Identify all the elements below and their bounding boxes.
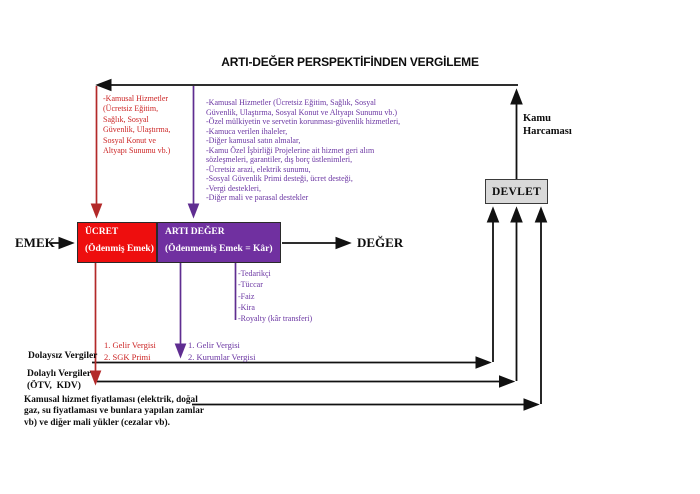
surplus-channel-item: -Tedarikçi xyxy=(238,269,271,278)
purple-transfers-line: -Diğer mali ve parasal destekler xyxy=(206,193,309,202)
page-title: ARTI-DEĞER PERSPEKTİFİNDEN VERGİLEME xyxy=(221,55,479,69)
dolayli-vergiler-label xyxy=(27,369,91,392)
wage-taxes-list xyxy=(104,340,156,363)
dolaysiz-vergiler-label: Dolaysız Vergiler xyxy=(28,351,98,361)
kamu-harcamasi-label xyxy=(523,112,572,138)
purple-transfers-line: -Ücretsiz arazi, elektrik sunumu, xyxy=(206,164,311,174)
wage-tax-item: 2. SGK Primi xyxy=(104,351,151,362)
purple-transfers-line: sözleşmeleri, garantiler, dış borç üstlenimleri, xyxy=(206,155,353,164)
purple-transfers-line: -Kamu Özel İşbirliği Projelerine ait hizmet geri alım xyxy=(206,145,375,155)
ucret-box xyxy=(77,222,157,263)
purple-transfers-line: -Diğer kamusal satın almalar, xyxy=(206,136,301,145)
surplus-channel-item: -Faiz xyxy=(238,291,255,301)
purple-transfers-line: Güvenlik, Ulaştırma, Sosyal Konut ve Altyapı Sunumu vb.) xyxy=(206,107,398,117)
wage-tax-item: 1. Gelir Vergisi xyxy=(104,340,156,350)
purple-transfers-line: -Vergi destekleri, xyxy=(206,183,261,193)
red-transfers-line: (Ücretsiz Eğitim, xyxy=(103,104,159,114)
arti-deger-box-subtitle: (Ödenmemiş Emek = Kâr) xyxy=(165,244,273,254)
arti-deger-box-title: ARTI DEĞER xyxy=(165,227,225,237)
red-transfers-line: Sosyal Konut ve xyxy=(103,135,156,145)
emek-label: EMEK xyxy=(15,235,55,250)
dolayli-vergiler-line1: Dolaylı Vergiler xyxy=(27,369,92,379)
surplus-channels-list xyxy=(238,268,312,324)
ucret-box-subtitle: (Ödenmiş Emek) xyxy=(85,244,154,254)
surplus-channel-item: -Tüccar xyxy=(238,280,263,290)
red-transfers-line: -Kamusal Hizmetler xyxy=(103,94,169,103)
surplus-taxes-list xyxy=(188,340,255,363)
purple-transfers-line: -Kamusal Hizmetler (Ücretsiz Eğitim, Sağlık, Sosyal xyxy=(206,98,376,107)
purple-transfers-line: -Sosyal Güvenlik Primi desteği, ücret desteği, xyxy=(206,174,353,183)
red-transfers-line: Güvenlik, Ulaştırma, xyxy=(103,125,171,135)
purple-transfers-line: -Kamuca verilen ihaleler, xyxy=(206,126,288,136)
kamu-harcamasi-line1: Kamu xyxy=(523,113,552,124)
kamusal-fiyatlama-label xyxy=(24,395,204,429)
red-transfers-line: Altyapı Sunumu vb.) xyxy=(103,146,171,156)
kamusal-fiyatlama-line3: vb) ve diğer mali yükler (cezalar vb). xyxy=(24,417,170,428)
purple-transfers-block xyxy=(206,98,516,203)
surplus-channel-item: -Kira xyxy=(238,302,255,312)
kamusal-fiyatlama-line1: Kamusal hizmet fiyatlaması (elektrik, doğal xyxy=(24,395,198,405)
ucret-box-title: ÜCRET xyxy=(85,227,119,237)
surplus-channel-item: -Royalty (kâr transferi) xyxy=(238,314,313,324)
purple-transfers-line: -Özel mülkiyetin ve servetin korunması-güvenlik hizmetleri, xyxy=(206,117,401,126)
surplus-tax-item: 2. Kurumlar Vergisi xyxy=(188,351,256,362)
arti-deger-box xyxy=(157,222,281,263)
surplus-tax-item: 1. Gelir Vergisi xyxy=(188,340,240,350)
dolayli-vergiler-line2: (ÖTV, KDV) xyxy=(27,380,81,391)
devlet-box-label: DEVLET xyxy=(491,185,542,198)
red-transfers-block xyxy=(103,94,203,156)
deger-label: DEĞER xyxy=(357,235,404,250)
red-transfers-line: Sağlık, Sosyal xyxy=(103,114,149,124)
kamu-harcamasi-line2: Harcaması xyxy=(523,126,572,137)
kamusal-fiyatlama-line2: gaz, su fiyatlaması ve bunlara yapılan zamlar xyxy=(24,406,204,417)
